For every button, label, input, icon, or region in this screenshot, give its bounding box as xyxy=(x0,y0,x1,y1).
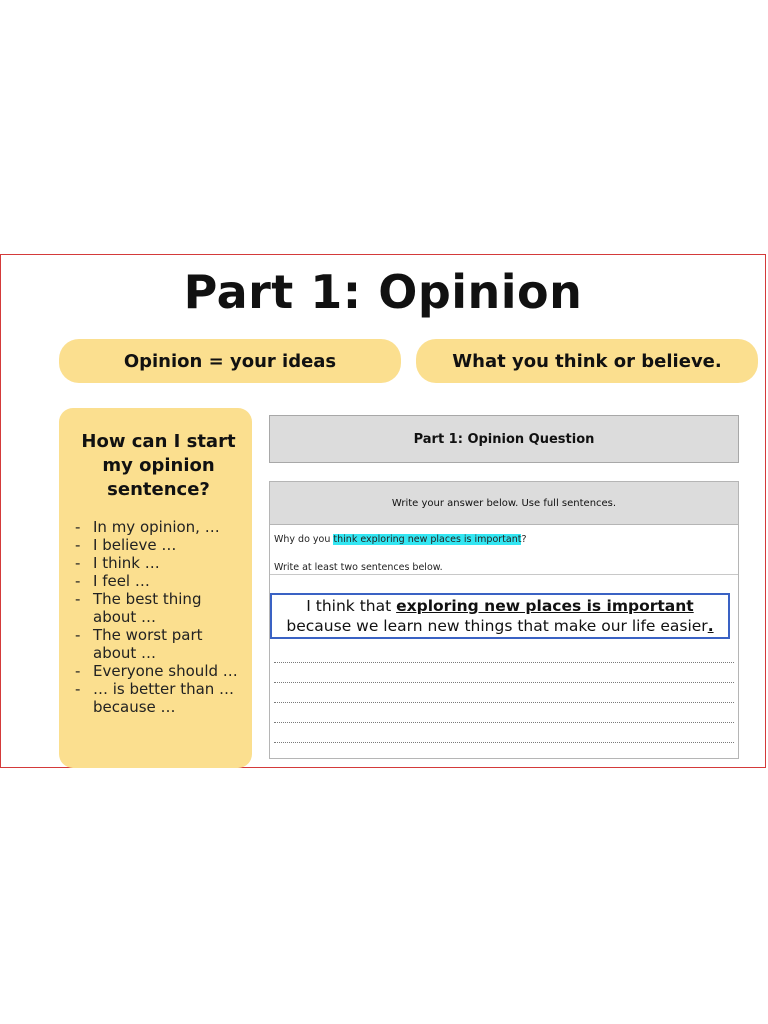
answer-bold: exploring new places is important xyxy=(396,597,694,615)
sentence-starters-panel xyxy=(59,408,252,768)
question-post: ? xyxy=(521,534,527,545)
slide xyxy=(0,254,766,768)
question-area xyxy=(270,525,738,575)
starters-heading: How can I start my opinion sentence? xyxy=(81,431,236,500)
starter-item: - The worst part about … xyxy=(73,626,244,662)
writing-line[interactable] xyxy=(274,703,734,723)
worksheet-header xyxy=(269,415,739,463)
explanation-text: What you think or believe. xyxy=(452,350,722,372)
starter-item: - The best thing about … xyxy=(73,590,244,626)
slide-title: Part 1: Opinion xyxy=(183,265,583,319)
definition-text: Opinion = your ideas xyxy=(123,350,337,372)
example-answer xyxy=(270,593,730,639)
worksheet-header-text: Part 1: Opinion Question xyxy=(413,431,595,447)
answer-start: I think that xyxy=(306,597,397,615)
writing-line[interactable] xyxy=(274,723,734,743)
question-pre: Why do you xyxy=(274,534,334,545)
starter-item: - … is better than … because … xyxy=(73,680,244,716)
writing-line[interactable] xyxy=(274,683,734,703)
starter-item: - I feel … xyxy=(73,572,244,590)
definition-pill xyxy=(59,339,401,383)
starter-item: - I think … xyxy=(73,554,244,572)
answer-end: because we learn new things that make our life easier xyxy=(286,617,708,635)
answer-box xyxy=(269,481,739,759)
writing-lines xyxy=(270,643,738,743)
answer-period: . xyxy=(707,617,714,635)
requirement-text: Write at least two sentences below. xyxy=(274,562,443,573)
starter-item: - In my opinion, … xyxy=(73,518,244,536)
starter-item: - Everyone should … xyxy=(73,662,244,680)
explanation-pill xyxy=(416,339,758,383)
writing-line[interactable] xyxy=(274,663,734,683)
writing-line[interactable] xyxy=(274,643,734,663)
instruction-bar xyxy=(270,482,738,525)
worksheet xyxy=(269,415,739,759)
question-text xyxy=(274,533,738,547)
instruction-text: Write your answer below. Use full sentences. xyxy=(391,497,617,509)
starter-item: - I believe … xyxy=(73,536,244,554)
starters-list xyxy=(73,518,244,716)
question-highlight: think exploring new places is important xyxy=(333,534,522,545)
